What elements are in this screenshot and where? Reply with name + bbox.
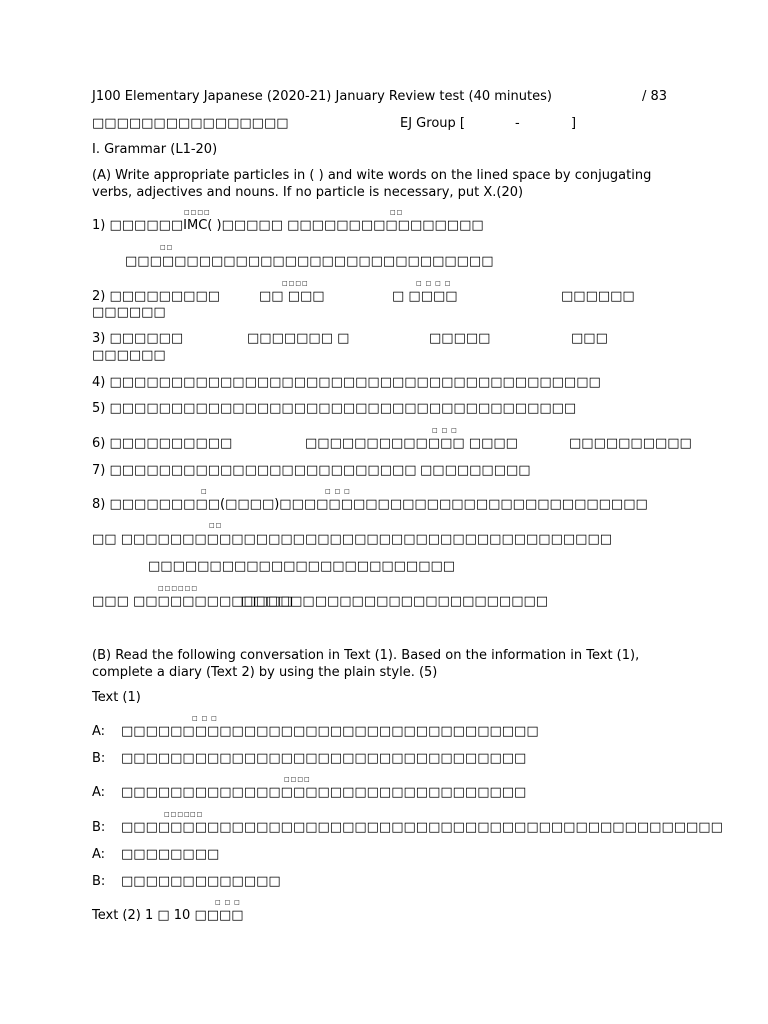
question-5: 5) □□□□□□□□□□□□□□□□□□□□□□□□□□□□□□□□□□□□□□ (92, 401, 577, 416)
dialogue-speaker: A: (92, 847, 106, 862)
part-a-instructions: (A) Write appropriate particles in ( ) and wite words on the lined space by conjugating verbs, adjectives and nouns. If no particle is necessary, put X.(20) (92, 168, 652, 200)
question-7-part-2: □□□□□□□□□ (420, 463, 531, 478)
dialogue-line: □□□□□□□□□□□□□□□□□□□□□□□□□□□□□□□□□ (121, 785, 527, 800)
question-9-line-2: □□□□□□□□□□□□□□□□□□□□□□□□□ (148, 559, 456, 574)
furigana: □□ (209, 522, 223, 529)
dialogue-line: □□□□□□□□□□□□□ (121, 874, 281, 889)
question-3-part-2: □□□□□□□ □ (247, 331, 350, 346)
dialogue-speaker: B: (92, 820, 106, 835)
question-2-part-5: □□□□□□ (92, 305, 166, 320)
dialogue-speaker: A: (92, 785, 106, 800)
group-dash: - (515, 116, 520, 131)
student-name-line: □□□□□□□□□□□□□□□□ (92, 116, 289, 131)
question-6-part-1: 6) □□□□□□□□□□ (92, 436, 233, 451)
furigana: □ □ □ (432, 427, 458, 434)
furigana: □□□□ (282, 280, 309, 287)
score-box: / 83 (642, 89, 668, 104)
furigana: □ (201, 488, 208, 495)
furigana: □ □ □ □ (416, 280, 452, 287)
dialogue-speaker: A: (92, 724, 106, 739)
group-close: ] (571, 116, 577, 131)
furigana: □□ (390, 209, 404, 216)
furigana: □ □ □ (325, 488, 351, 495)
question-9-line-1: □□ □□□□□□□□□□□□□□□□□□□□□□□□□□□□□□□□□□□□□□□□ (92, 532, 613, 547)
dialogue-line: □□□□□□□□□□□□□□□□□□□□□□□□□□□□□□□□□□□□□□□□□□□□□□□□□ (121, 820, 723, 835)
question-8: 8) □□□□□□□□□(□□□□)□□□□□□□□□□□□□□□□□□□□□□□□□□□□□□ (92, 497, 648, 512)
question-7-part-1: 7) □□□□□□□□□□□□□□□□□□□□□□□□□ (92, 463, 417, 478)
dialogue-line: □□□□□□□□□□□□□□□□□□□□□□□□□□□□□□□□□□ (121, 724, 539, 739)
question-2-part-3: □ □□□□ (392, 289, 458, 304)
text-1-label: Text (1) (92, 690, 141, 705)
dialogue-line: □□□□□□□□ (121, 847, 220, 862)
furigana: □□ (160, 244, 174, 251)
text-2-label: Text (2) 1 □ 10 □□□□ (92, 908, 244, 923)
dialogue-speaker: B: (92, 874, 106, 889)
furigana: □□□□ (284, 776, 311, 783)
furigana: □□□□□□ (158, 585, 199, 592)
dialogue-line: □□□□□□□□□□□□□□□□□□□□□□□□□□□□□□□□□ (121, 751, 527, 766)
question-4: 4) □□□□□□□□□□□□□□□□□□□□□□□□□□□□□□□□□□□□□□□□ (92, 375, 601, 390)
question-3-part-5: □□□□□□ (92, 348, 166, 363)
question-3-part-3: □□□□□ (429, 331, 491, 346)
question-3-part-1: 3) □□□□□□ (92, 331, 184, 346)
question-1-line-1: 1) □□□□□□IMC( )□□□□□ □□□□□□□□□□□□□□□□ (92, 218, 484, 233)
furigana: □□□□ (164, 811, 191, 818)
question-2-part-1: 2) □□□□□□□□□ (92, 289, 221, 304)
question-1-line-2: □□□□□□□□□□□□□□□□□□□□□□□□□□□□□□ (125, 254, 494, 269)
question-3-part-4: □□□ (571, 331, 608, 346)
question-10-part-2: □□□□□□□□□□□□□□□□□□□□□□□□□ (241, 594, 549, 609)
question-2-part-2: □□ □□□ (259, 289, 325, 304)
question-2-part-4: □□□□□□ (561, 289, 635, 304)
furigana: □ □ □ (215, 899, 241, 906)
question-10-part-1: □□□ □□□□□□□□□□□□□ (92, 594, 293, 609)
question-6-part-3: □□□□□□□□□□ (569, 436, 692, 451)
section-heading: I. Grammar (L1-20) (92, 142, 218, 157)
furigana: □□ (190, 811, 204, 818)
furigana: □□□□ (184, 209, 211, 216)
question-6-part-2: □□□□□□□□□□□□□ □□□□ (305, 436, 518, 451)
group-label: EJ Group [ (400, 116, 465, 131)
dialogue-speaker: B: (92, 751, 106, 766)
exam-title: J100 Elementary Japanese (2020-21) January Review test (40 minutes) (92, 89, 552, 104)
furigana: □ □ □ (192, 715, 218, 722)
part-b-instructions: (B) Read the following conversation in Text (1). Based on the information in Text (1), complete a diary (Text 2) by using the plain style. (5) (92, 648, 640, 680)
